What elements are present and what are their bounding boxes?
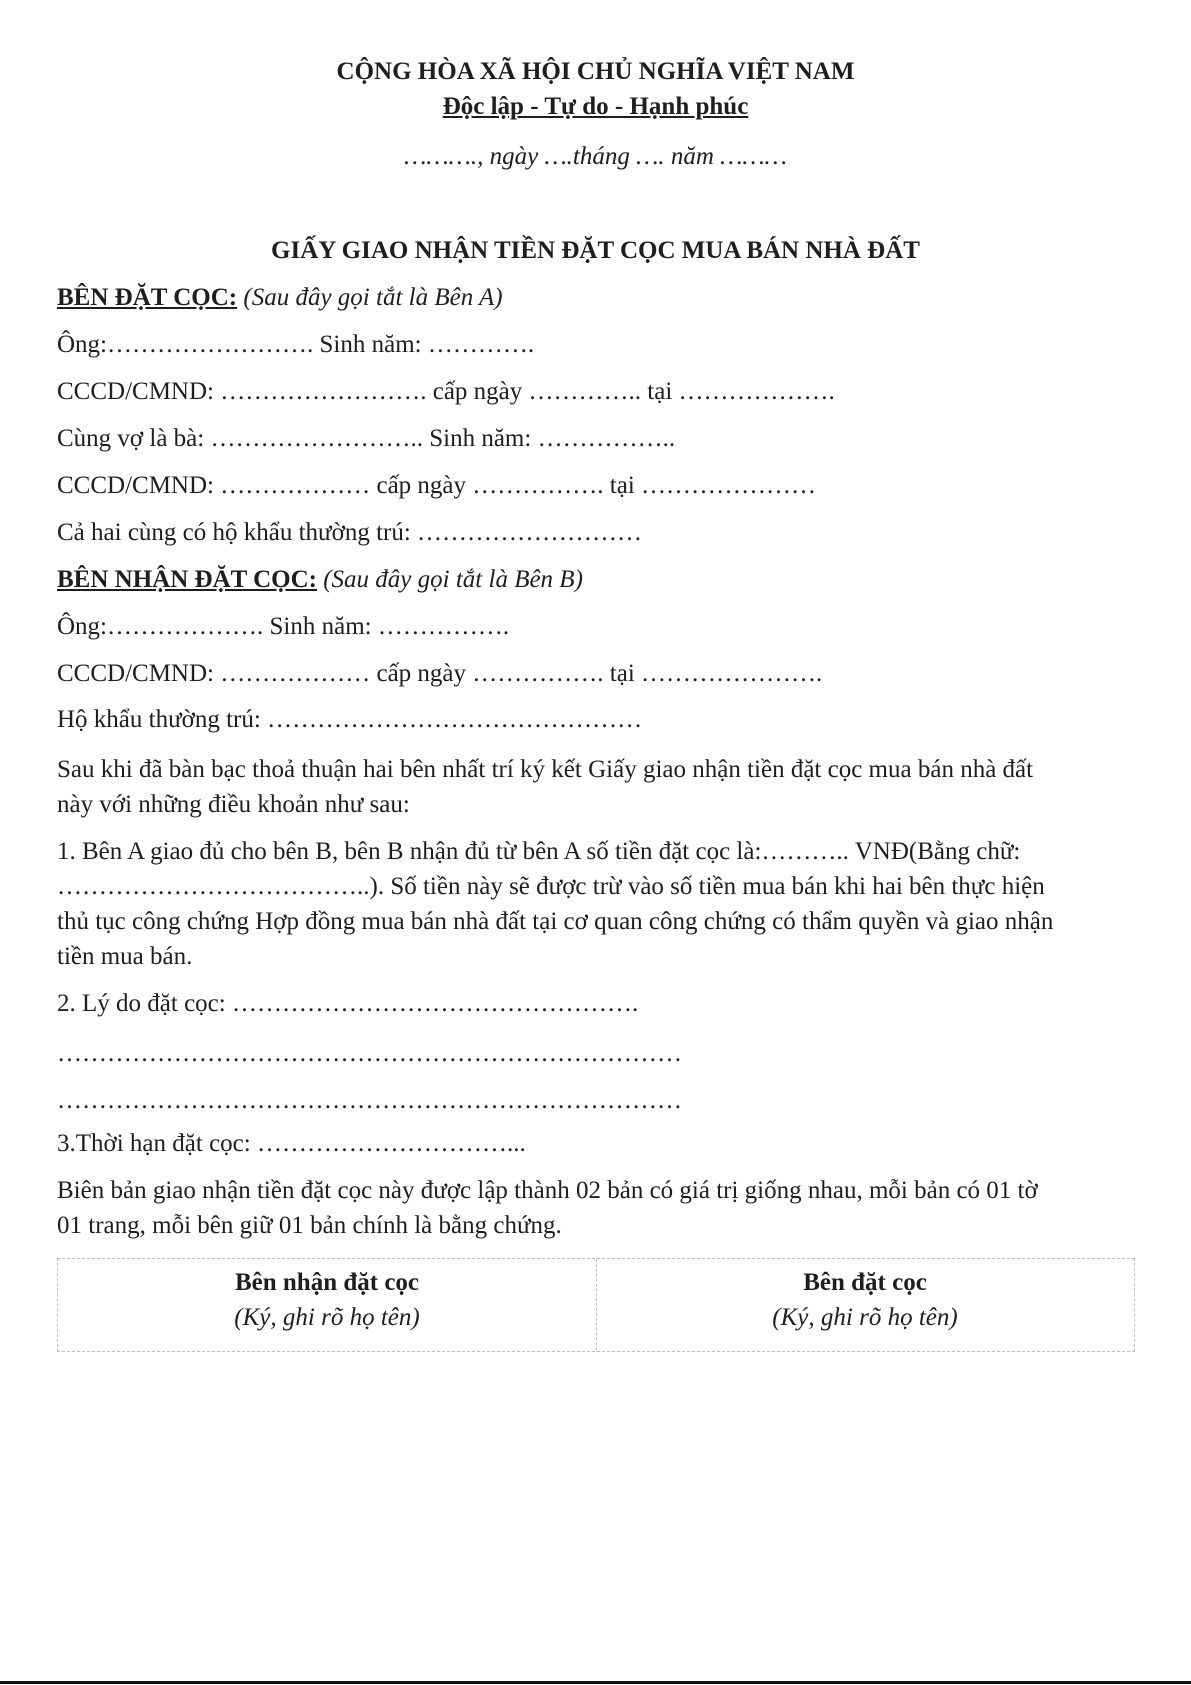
clause-1-line: ………………………………..). Số tiền này sẽ được trừ vào số tiền mua bán khi hai bên thực hiện xyxy=(57,873,1045,900)
party-a-heading: BÊN ĐẶT CỌC: xyxy=(57,284,238,311)
party-b-heading-line xyxy=(57,566,583,594)
signature-cell-receiver xyxy=(58,1259,597,1350)
party-a-line: Cả hai cùng có hộ khẩu thường trú: ……………………… xyxy=(57,519,643,546)
party-b-line: CCCD/CMND: ……………… cấp ngày ……………. tại …………………. xyxy=(57,660,823,687)
date-line: ………., ngày ….tháng …. năm ……… xyxy=(404,143,787,170)
signature-instruction: (Ký, ghi rõ họ tên) xyxy=(234,1304,420,1331)
motto: Độc lập - Tự do - Hạnh phúc xyxy=(442,93,749,120)
signature-cell-depositor xyxy=(597,1259,1133,1350)
party-a-line: Cùng vợ là bà: …………………….. Sinh năm: …………….. xyxy=(57,425,676,452)
party-a-heading-line xyxy=(57,284,503,312)
clause-1-line: thủ tục công chứng Hợp đồng mua bán nhà đất tại cơ quan công chứng có thẩm quyền và giao nhận xyxy=(57,908,1054,935)
signature-table xyxy=(57,1258,1135,1352)
party-a-line: Ông:……………………. Sinh năm: …………. xyxy=(57,331,535,358)
closing-line: Biên bản giao nhận tiền đặt cọc này được lập thành 02 bản có giá trị giống nhau, mỗi bản có 01 tờ xyxy=(57,1177,1038,1204)
party-a-line: CCCD/CMND: ……………………. cấp ngày ………….. tại ………………. xyxy=(57,378,835,405)
page-bottom-divider xyxy=(0,1681,1191,1684)
clause-1-line: tiền mua bán. xyxy=(57,943,193,970)
party-b-line: Hộ khẩu thường trú: ……………………………………… xyxy=(57,706,643,733)
signature-instruction: (Ký, ghi rõ họ tên) xyxy=(772,1304,958,1331)
party-b-heading: BÊN NHẬN ĐẶT CỌC: xyxy=(57,566,317,593)
country-header: CỘNG HÒA XÃ HỘI CHỦ NGHĨA VIỆT NAM xyxy=(336,58,855,85)
party-b-note: (Sau đây gọi tắt là Bên B) xyxy=(323,566,583,593)
clause-3-line: 3.Thời hạn đặt cọc: …………………………... xyxy=(57,1130,526,1157)
party-a-note: (Sau đây gọi tắt là Bên A) xyxy=(243,284,503,311)
clause-1-line: 1. Bên A giao đủ cho bên B, bên B nhận đủ từ bên A số tiền đặt cọc là:……….. VNĐ(Bằng chữ: xyxy=(57,838,1021,865)
clause-2-line: 2. Lý do đặt cọc: …………………………………………. xyxy=(57,990,639,1017)
party-a-line: CCCD/CMND: ……………… cấp ngày ……………. tại ………………… xyxy=(57,472,817,499)
document-title: GIẤY GIAO NHẬN TIỀN ĐẶT CỌC MUA BÁN NHÀ ĐẤT xyxy=(271,237,920,264)
closing-line: 01 trang, mỗi bên giữ 01 bản chính là bằng chứng. xyxy=(57,1212,562,1239)
clause-2-blank-line: ………………………………………………………………… xyxy=(57,1087,682,1114)
intro-line: Sau khi đã bàn bạc thoả thuận hai bên nhất trí ký kết Giấy giao nhận tiền đặt cọc mua bán nhà đất xyxy=(57,756,1034,783)
signature-title: Bên đặt cọc xyxy=(803,1269,927,1296)
clause-2-blank-line: ………………………………………………………………… xyxy=(57,1040,682,1067)
intro-line: này với những điều khoản như sau: xyxy=(57,791,410,818)
party-b-line: Ông:………………. Sinh năm: ……………. xyxy=(57,613,510,640)
signature-title: Bên nhận đặt cọc xyxy=(234,1269,420,1296)
